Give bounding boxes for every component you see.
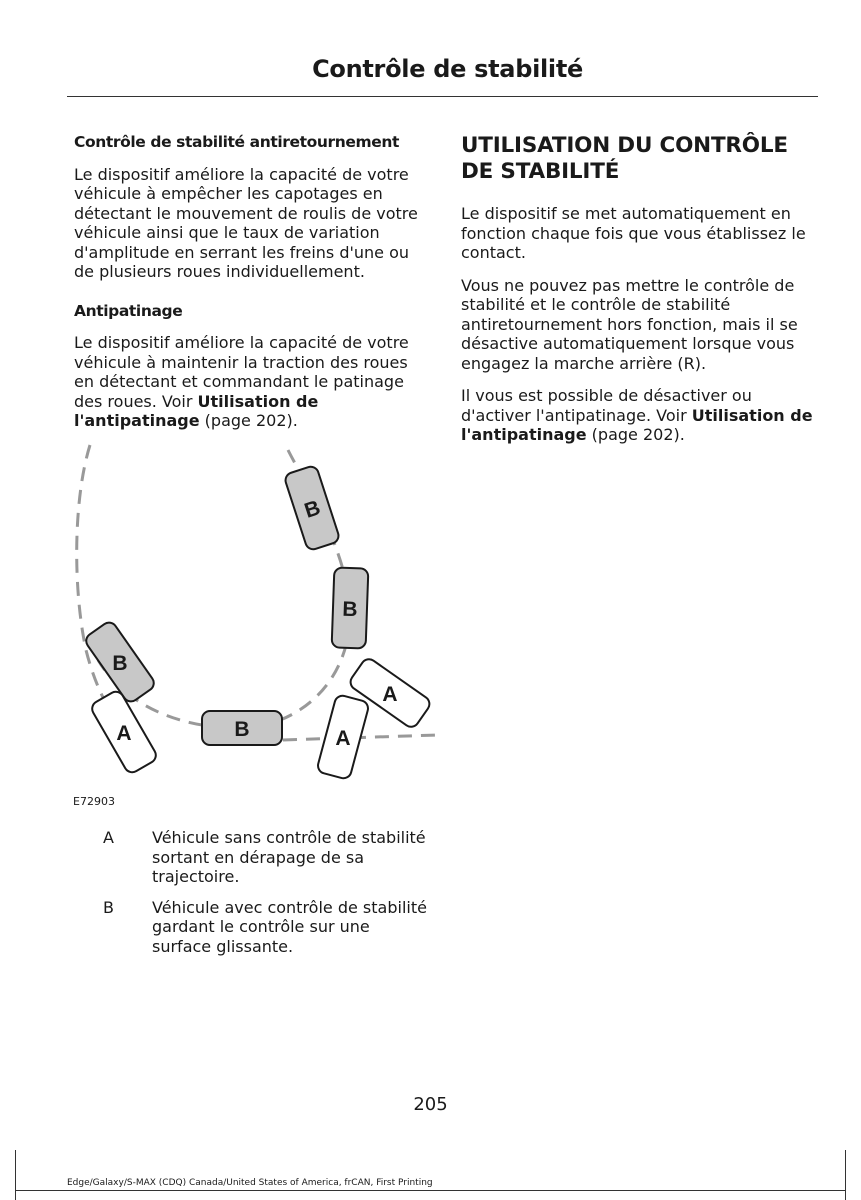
vehicle-b-right <box>332 567 369 648</box>
legend-key-b: B <box>103 897 114 917</box>
paragraph-2: Vous ne pouvez pas mettre le contrôle de stabilité et le contrôle de stabilité antiretournement hors fonction, mais il se désactive automatiquement lorsque vous engagez la marche arrière (R). <box>461 275 798 373</box>
tc-heading: Antipatinage <box>74 301 183 320</box>
paragraph-1: Le dispositif se met automatiquement en fonction chaque fois que vous établissez le contact. <box>461 204 806 262</box>
tc-paragraph-text: Le dispositif améliore la capacité de votre véhicule à maintenir la traction des roues en détectant et commandant le patinage des roues. Voir <box>74 333 409 411</box>
legend-item-a <box>103 828 428 887</box>
paragraph-3 <box>461 386 817 445</box>
right-column <box>461 133 817 458</box>
figure-code: E72903 <box>73 795 115 808</box>
vehicle-a-left-label: A <box>116 722 132 745</box>
legend-key-a: A <box>103 828 114 847</box>
legend-text-b: Véhicule avec contrôle de stabilité gardant le contrôle sur une surface glissante. <box>152 897 427 956</box>
legend-item-b <box>103 898 428 957</box>
crop-mark-right <box>845 1150 846 1200</box>
tc-crossref-link-right[interactable]: Utilisation de l'antipatinage <box>461 405 813 444</box>
vehicle-a-left <box>89 689 158 775</box>
vehicle-b-bottom-label: B <box>234 718 250 741</box>
legend-text-a: Véhicule sans contrôle de stabilité sortant en dérapage de sa trajectoire. <box>152 828 426 886</box>
tc-crossref-link[interactable]: Utilisation de l'antipatinage <box>74 391 319 430</box>
paragraph-3-text: Il vous est possible de désactiver ou d'activer l'antipatinage. Voir <box>461 386 752 425</box>
vehicle-b-bottom <box>202 711 282 745</box>
tc-paragraph <box>74 333 426 431</box>
crop-mark-bottom <box>15 1190 846 1191</box>
left-column <box>74 133 426 444</box>
paragraph-3-page-ref: (page 202). <box>586 425 685 444</box>
vehicle-a-right-label: A <box>382 683 398 706</box>
crop-mark-left <box>15 1150 16 1200</box>
page-number: 205 <box>413 1094 448 1115</box>
section-heading: UTILISATION DU CONTRÔLE DE STABILITÉ <box>461 133 788 184</box>
tc-page-ref: (page 202). <box>199 411 298 430</box>
rsc-paragraph: Le dispositif améliore la capacité de votre véhicule à empêcher les capotages en détectant le mouvement de roulis de votre véhicule ainsi que le taux de variation d'amplitude en serrant les freins d'une ou de plusieurs roues individuellement. <box>74 164 418 281</box>
footer: Edge/Galaxy/S-MAX (CDQ) Canada/United States of America, frCAN, First Printing <box>67 1178 433 1188</box>
vehicle-b-left-label: B <box>112 652 128 675</box>
vehicle-a-bottom-label: A <box>335 727 351 750</box>
title-rule <box>67 96 818 97</box>
vehicle-b-top <box>283 465 340 552</box>
figure-legend <box>103 828 428 967</box>
vehicle-b-right-label: B <box>341 597 358 622</box>
stability-diagram <box>68 440 438 785</box>
vehicle-b-left <box>83 619 157 704</box>
vehicle-b-top-label: B <box>301 496 324 523</box>
rsc-heading: Contrôle de stabilité antiretournement <box>74 133 399 151</box>
page-title: Contrôle de stabilité <box>312 55 583 83</box>
